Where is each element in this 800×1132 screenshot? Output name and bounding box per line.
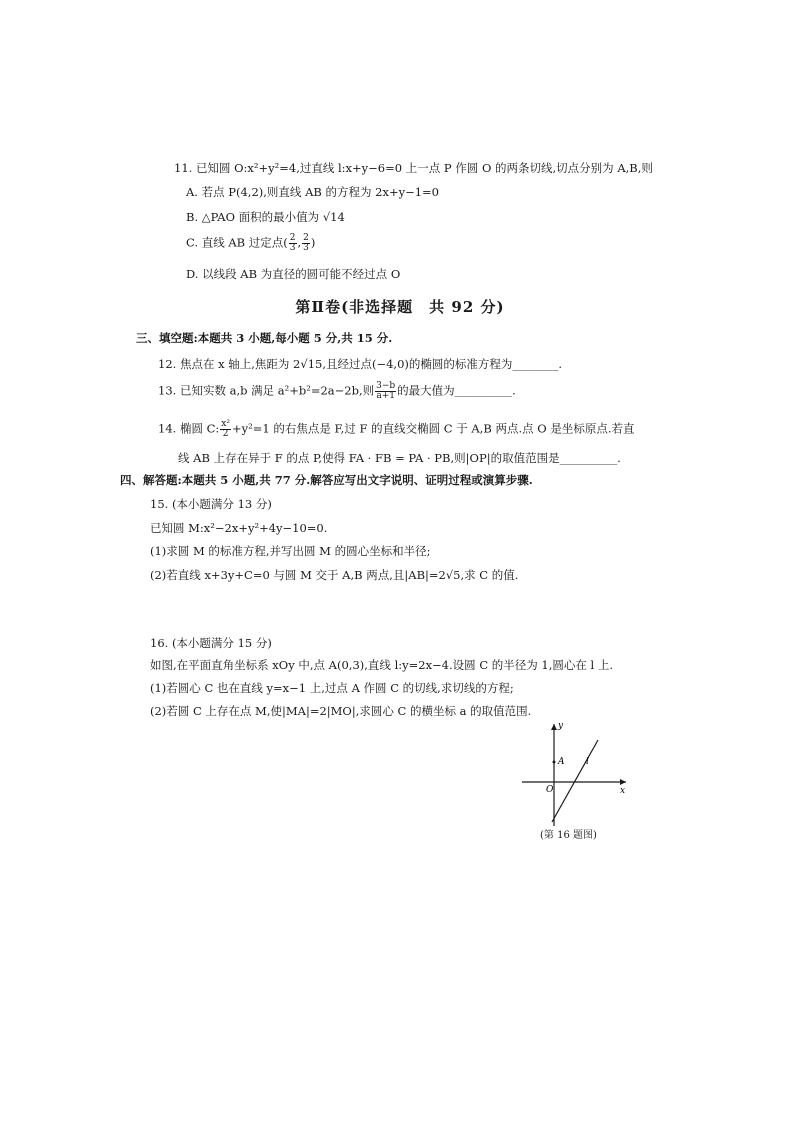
fraction (302, 234, 310, 253)
x-axis-arrow (620, 779, 626, 785)
q15-part1: (1)求圆 M 的标准方程,并写出圆 M 的圆心坐标和半径; (150, 544, 431, 558)
fraction-numerator: 3−b (376, 381, 396, 391)
line-l-label: l (586, 757, 589, 767)
fraction-numerator: 2 (289, 233, 296, 243)
fraction-denominator: 2 (222, 429, 229, 439)
q15-stem: 已知圆 M:x²−2x+y²+4y−10=0. (150, 521, 328, 535)
q13-suffix: 的最大值为__________. (397, 383, 516, 398)
q11-option-c (186, 234, 315, 253)
q11-option-c-suffix: ) (310, 235, 316, 250)
section3-heading: 三、填空题:本题共 3 小题,每小题 5 分,共 15 分. (136, 331, 393, 345)
point-a (553, 761, 556, 764)
q11-option-b: B. △PAO 面积的最小值为 √14 (186, 210, 345, 224)
q11-option-d: D. 以线段 AB 为直径的圆可能不经过点 O (186, 267, 401, 281)
x-axis-label: x (620, 786, 626, 796)
q14-line1-suffix: +y²=1 的右焦点是 F,过 F 的直线交椭圆 C 于 A,B 两点.点 O 是坐标原点.若直 (231, 421, 635, 436)
q14-prefix: 14. 椭圆 C: (158, 421, 220, 436)
q16-part1: (1)若圆心 C 也在直线 y=x−1 上,过点 A 作圆 C 的切线,求切线的方程; (150, 681, 514, 695)
fraction-denominator: 3 (289, 243, 296, 253)
q16-figure (518, 718, 630, 830)
q11-stem: 11. 已知圆 O:x²+y²=4,过直线 l:x+y−6=0 上一点 P 作圆 O 的两条切线,切点分别为 A,B,则 (174, 161, 653, 175)
q14-line2: 线 AB 上存在异于 F 的点 P,使得 FA · FB = PA · PB,则|OP|的取值范围是__________. (178, 451, 621, 465)
fraction-numerator: x² (221, 419, 230, 429)
q14-line1 (158, 420, 635, 439)
q16-part2: (2)若圆 C 上存在点 M,使|MA|=2|MO|,求圆心 C 的横坐标 a 的取值范围. (150, 704, 532, 718)
q11-option-c-sep: , (297, 235, 302, 250)
fraction (220, 420, 231, 439)
fraction (375, 382, 396, 401)
y-axis-label: y (558, 721, 564, 731)
q13-prefix: 13. 已知实数 a,b 满足 a²+b²=2a−2b,则 (158, 383, 375, 398)
q15-part2: (2)若直线 x+3y+C=0 与圆 M 交于 A,B 两点,且|AB|=2√5,求 C 的值. (150, 568, 519, 582)
q12-text: 12. 焦点在 x 轴上,焦距为 2√15,且经过点(−4,0)的椭圆的标准方程为________. (158, 357, 563, 371)
line-l (552, 740, 598, 822)
fraction-numerator: 2 (303, 233, 309, 243)
q16-stem: 如图,在平面直角坐标系 xOy 中,点 A(0,3),直线 l:y=2x−4.设圆 C 的半径为 1,圆心在 l 上. (150, 658, 614, 672)
q13-text (158, 382, 516, 401)
section4-heading: 四、解答题:本题共 5 小题,共 77 分.解答应写出文字说明、证明过程或演算步骤. (120, 473, 533, 487)
q15-title: 15. (本小题满分 13 分) (150, 497, 272, 511)
fraction-denominator: a+1 (376, 391, 395, 401)
origin-label: O (546, 785, 554, 795)
fraction-denominator: 3 (303, 243, 309, 253)
fraction (289, 234, 297, 253)
q11-option-a: A. 若点 P(4,2),则直线 AB 的方程为 2x+y−1=0 (186, 185, 439, 199)
point-a-label: A (558, 757, 565, 767)
q16-title: 16. (本小题满分 15 分) (150, 636, 272, 650)
q11-option-c-prefix: C. 直线 AB 过定点( (186, 235, 288, 250)
part2-title: 第Ⅱ卷(非选择题 共 92 分) (295, 298, 505, 316)
y-axis-arrow (551, 724, 557, 730)
q16-figure-caption: (第 16 题图) (540, 830, 597, 841)
